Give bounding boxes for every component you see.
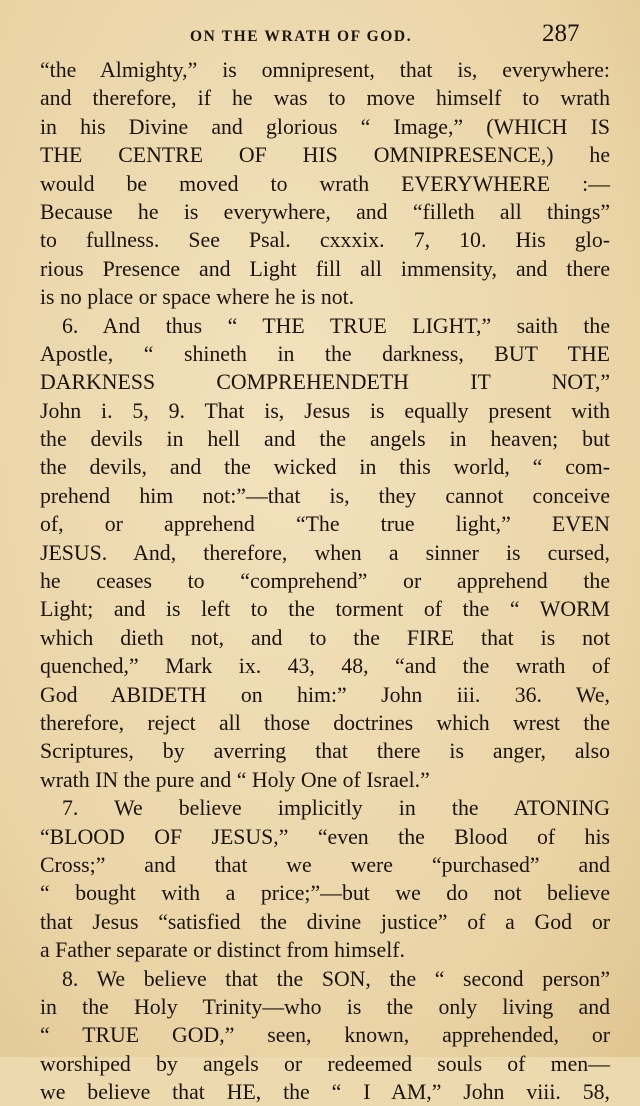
text-line: in his Divine and glorious “ Image,” (WHICH IS (40, 114, 610, 139)
text-line: “ TRUE GOD,” seen, known, apprehended, or (40, 1023, 610, 1048)
text-line: that Jesus “satisfied the divine justice” of a God or (40, 909, 610, 934)
text-line: John i. 5, 9. That is, Jesus is equally present with (40, 398, 610, 423)
page-number: 287 (542, 20, 580, 47)
text-line: Apostle, “ shineth in the darkness, BUT THE (40, 341, 610, 366)
text-line: worshiped by angels or redeemed souls of men— (40, 1051, 610, 1076)
body-text (40, 56, 610, 1106)
text-line: we believe that HE, the “ I AM,” John viii. 58, (40, 1080, 610, 1105)
running-head: ON THE WRATH OF GOD. (190, 28, 413, 45)
text-line: quenched,” Mark ix. 43, 48, “and the wrath of (40, 654, 610, 679)
text-line: the devils in hell and the angels in heaven; but (40, 427, 610, 452)
text-line: to fullness. See Psal. cxxxix. 7, 10. His glo- (40, 228, 610, 253)
text-line: 6. And thus “ THE TRUE LIGHT,” saith the (62, 313, 610, 338)
text-line: “ bought with a price;”—but we do not believe (40, 881, 610, 906)
text-line: Cross;” and that we were “purchased” and (40, 852, 610, 877)
text-line: and therefore, if he was to move himself to wrath (40, 86, 610, 111)
text-line: a Father separate or distinct from himself. (40, 938, 405, 963)
text-line: “BLOOD OF JESUS,” “even the Blood of his (40, 824, 610, 849)
text-line: the devils, and the wicked in this world, “ com- (40, 455, 610, 480)
text-line: which dieth not, and to the FIRE that is not (40, 625, 610, 650)
text-line: 7. We believe implicitly in the ATONING (62, 796, 610, 821)
text-line: in the Holy Trinity—who is the only living and (40, 994, 610, 1019)
text-line: Because he is everywhere, and “filleth all things” (40, 199, 610, 224)
text-line: he ceases to “comprehend” or apprehend the (40, 569, 610, 594)
text-line: DARKNESS COMPREHENDETH IT NOT,” (40, 370, 610, 395)
text-line: 8. We believe that the SON, the “ second person” (62, 966, 610, 991)
page-header (0, 20, 640, 54)
text-line: wrath IN the pure and “ Holy One of Israel.” (40, 767, 430, 792)
text-line: prehend him not:”—that is, they cannot conceive (40, 483, 610, 508)
text-line: therefore, reject all those doctrines which wrest the (40, 710, 610, 735)
text-line: THE CENTRE OF HIS OMNIPRESENCE,) he (40, 143, 610, 168)
text-line: would be moved to wrath EVERYWHERE :— (40, 171, 610, 196)
text-line: God ABIDETH on him:” John iii. 36. We, (40, 682, 610, 707)
text-line: Light; and is left to the torment of the “ WORM (40, 597, 610, 622)
text-line: is no place or space where he is not. (40, 285, 355, 310)
text-line: JESUS. And, therefore, when a sinner is cursed, (40, 540, 610, 565)
text-line: Scriptures, by averring that there is anger, also (40, 739, 610, 764)
text-line: of, or apprehend “The true light,” EVEN (40, 512, 610, 537)
text-line: rious Presence and Light fill all immensity, and there (40, 256, 610, 281)
text-line: “the Almighty,” is omnipresent, that is, everywhere: (40, 58, 610, 82)
